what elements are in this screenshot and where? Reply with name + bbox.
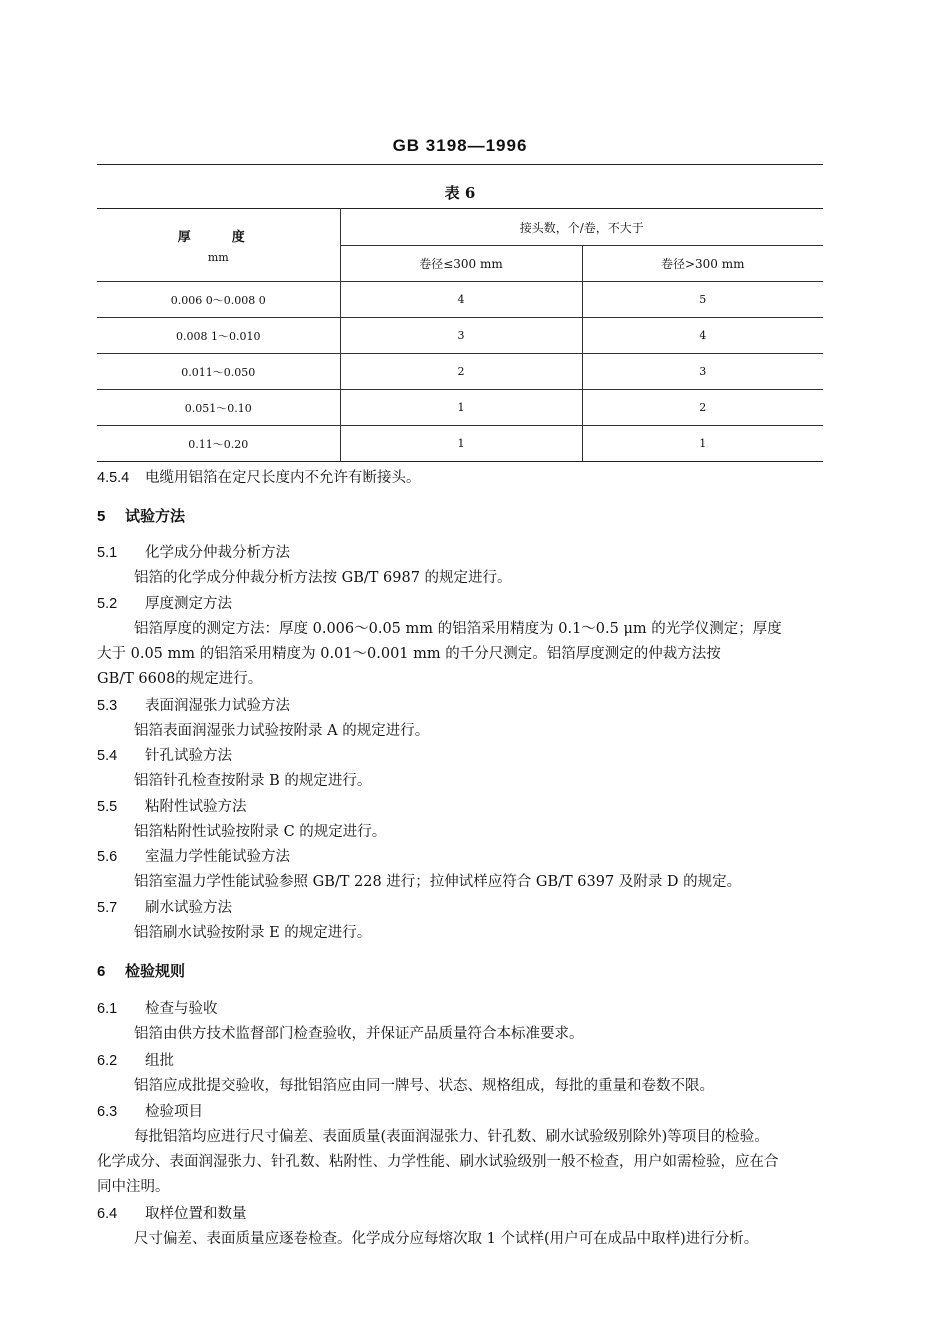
row-gt: 1 [582,426,823,462]
clause-title: 室温力学性能试验方法 [145,849,290,865]
clause-5-4 [97,744,823,794]
clause-text: 铝箔由供方技术监督部门检查验收，并保证产品质量符合本标准要求。 [134,1026,584,1042]
clause-text: 铝箔表面润湿张力试验按附录 A 的规定进行。 [134,723,430,739]
clause-text: 电缆用铝箔在定尺长度内不允许有断接头。 [145,470,421,486]
thickness-label: 厚 度 [177,230,259,245]
clause-6-3 [97,1100,837,1200]
clause-text-line1: 铝箔厚度的测定方法：厚度 0.006～0.05 mm 的铝箔采用精度为 0.1～0.5 μm 的光学仪测定；厚度 [134,621,782,637]
clause-title: 厚度测定方法 [145,596,232,612]
clause-number: 6.4 [97,1206,118,1222]
clause-6-4 [97,1202,837,1252]
clause-number: 5.7 [97,900,118,916]
section-title: 检验规则 [125,962,186,980]
clause-title: 取样位置和数量 [145,1206,247,1222]
row-le: 1 [340,426,582,462]
thickness-unit: mm [207,251,229,264]
row-range: 0.006 0～0.008 0 [97,282,340,318]
joint-count-table [97,208,823,462]
row-range: 0.011～0.050 [97,354,340,390]
row-le: 4 [340,282,582,318]
clause-5-5 [97,795,823,845]
clause-text: 铝箔刷水试验按附录 E 的规定进行。 [134,925,372,941]
clause-number: 5.1 [97,545,118,561]
clause-title: 粘附性试验方法 [145,799,247,815]
row-gt: 2 [582,390,823,426]
clause-5-2 [97,592,830,692]
clause-number: 6.1 [97,1001,118,1017]
row-gt: 5 [582,282,823,318]
clause-text: 铝箔粘附性试验按附录 C 的规定进行。 [134,824,387,840]
table-title: 表 6 [444,184,476,202]
row-gt: 4 [582,318,823,354]
clause-5-6 [97,845,837,895]
clause-text: 铝箔针孔检查按附录 B 的规定进行。 [134,773,372,789]
row-range: 0.11～0.20 [97,426,340,462]
clause-5-3 [97,694,823,744]
row-le: 3 [340,318,582,354]
clause-title: 检验项目 [145,1104,203,1120]
section-5-heading [97,505,185,526]
clause-title: 针孔试验方法 [145,748,232,764]
clause-title: 检查与验收 [145,1001,218,1017]
sub-header-gt300: 卷径>300 mm [582,246,823,282]
row-range: 0.008 1～0.010 [97,318,340,354]
clause-text-line2: 大于 0.05 mm 的铝箔采用精度为 0.01～0.001 mm 的千分尺测定。铝箔厚度测定的仲裁方法按 [97,646,721,662]
clause-5-1 [97,541,823,591]
row-le: 1 [340,390,582,426]
clause-number: 5.6 [97,849,118,865]
sub-header-le300: 卷径≤300 mm [340,246,582,282]
clause-text-line1: 每批铝箔均应进行尺寸偏差、表面质量(表面润湿张力、针孔数、刷水试验级别除外)等项目的检验。 [134,1129,769,1145]
section-number: 5 [97,508,106,525]
clause-text: 铝箔应成批提交验收，每批铝箔应由同一牌号、状态、规格组成，每批的重量和卷数不限。 [134,1078,714,1094]
clause-number: 5.4 [97,748,118,764]
clause-text-line2: 化学成分、表面润湿张力、针孔数、粘附性、力学性能、刷水试验级别一般不检查，用户如需检验，应在合 [97,1154,779,1170]
document-header: GB 3198—1996 [392,136,528,155]
row-le: 2 [340,354,582,390]
clause-6-1 [97,997,823,1047]
clause-text-line3: GB/T 6608的规定进行。 [97,671,263,687]
clause-text: 尺寸偏差、表面质量应逐卷检查。化学成分应每熔次取 1 个试样(用户可在成品中取样)进行分析。 [134,1231,759,1247]
thickness-header [97,209,340,282]
clause-number: 6.2 [97,1053,118,1069]
clause-4-5-4 [97,466,823,491]
table-row [97,318,823,354]
header-rule [97,164,823,165]
table-row [97,390,823,426]
section-6-heading [97,960,185,981]
clause-title: 刷水试验方法 [145,900,232,916]
section-title: 试验方法 [125,507,186,525]
clause-text-line3: 同中注明。 [97,1179,170,1195]
clause-number: 5.5 [97,799,118,815]
table-row [97,354,823,390]
clause-title: 化学成分仲裁分析方法 [145,545,290,561]
row-gt: 3 [582,354,823,390]
clause-number: 5.2 [97,596,118,612]
section-number: 6 [97,963,106,980]
clause-number: 5.3 [97,698,118,714]
clause-5-7 [97,896,823,946]
table-row [97,282,823,318]
row-range: 0.051～0.10 [97,390,340,426]
clause-title: 组批 [145,1053,174,1069]
clause-number: 6.3 [97,1104,118,1120]
clause-text: 铝箔的化学成分仲裁分析方法按 GB/T 6987 的规定进行。 [134,570,512,586]
clause-text: 铝箔室温力学性能试验参照 GB/T 228 进行；拉伸试样应符合 GB/T 6397 及附录 D 的规定。 [134,874,742,890]
joints-header: 接头数，个/卷，不大于 [340,209,823,246]
clause-6-2 [97,1049,837,1099]
table-row [97,426,823,462]
clause-number: 4.5.4 [97,470,130,486]
clause-title: 表面润湿张力试验方法 [145,698,290,714]
